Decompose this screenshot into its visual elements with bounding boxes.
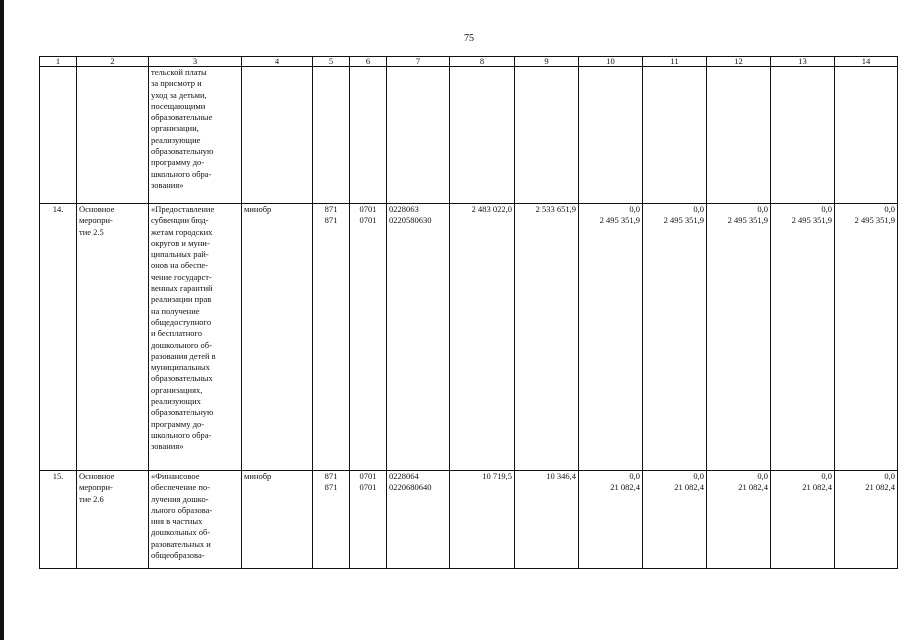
text-line: образовательных [151,373,213,384]
text-line: Основное [79,471,115,481]
cell-col14 [835,471,898,569]
cell-index: 15. [40,471,77,569]
text-line: Основное [79,204,115,214]
value-line: 0228063 [389,204,419,214]
text-line: школьного обра- [151,168,212,179]
cell-description [149,471,242,569]
text-line: реализующих [151,396,201,407]
value-line: 2 495 351,9 [791,215,832,226]
text-line: и бесплатного [151,328,203,339]
cell-index [40,67,77,204]
cell-col9 [515,67,579,204]
value-line: 10 719,5 [482,471,512,481]
value-line: 2 495 351,9 [854,215,895,226]
value-line: 0,0 [884,471,895,481]
cell-col12 [707,204,771,471]
text-line: посещающими [151,100,206,111]
column-header: 13 [771,57,835,67]
text-line: на получение [151,305,200,316]
text-line: тельской платы [151,67,207,77]
text-line: ния в частных [151,516,203,527]
value-line: 0,0 [884,204,895,214]
text-line: реализующие [151,134,201,145]
cell-col6 [350,471,387,569]
cell-col10 [579,204,643,471]
text-line: дошкольного об- [151,339,212,350]
text-line: общедоступного [151,316,212,327]
cell-col7 [387,67,450,204]
cell-col14 [835,204,898,471]
table-row-15 [40,471,898,569]
value-line: 871 [324,204,338,214]
cell-col10 [579,67,643,204]
value-line: 0,0 [821,204,832,214]
value-line: 2 495 351,9 [663,215,704,226]
cell-executor [242,67,313,204]
column-header: 4 [242,57,313,67]
text-line: жетам городских [151,226,213,237]
value-line: 0,0 [821,471,832,481]
value-line: 2 495 351,9 [599,215,640,226]
text-line: чение государст- [151,271,212,282]
value-line: 21 082,4 [865,482,895,493]
cell-col5 [313,67,350,204]
text-line: «Финансовое [151,471,200,481]
cell-col8 [450,204,515,471]
value-line: 0,0 [693,204,704,214]
text-line: субвенции бюд- [151,215,209,226]
cell-col7 [387,204,450,471]
value-line: 21 082,4 [802,482,832,493]
value-line: 871 [324,471,338,481]
value-line: 2 533 651,9 [535,204,576,214]
column-header: 1 [40,57,77,67]
cell-col14 [835,67,898,204]
cell-name [77,204,149,471]
cell-col12 [707,471,771,569]
text-line: дошкольных об- [151,527,211,538]
value-line: 0,0 [693,471,704,481]
value-line: 0220580630 [389,215,432,226]
table-row-continuation [40,67,898,204]
cell-col13 [771,204,835,471]
cell-col9 [515,204,579,471]
value-line: 0,0 [629,204,640,214]
value-line: 21 082,4 [674,482,704,493]
value-line: 871 [324,215,338,226]
column-number-row [40,57,898,67]
column-header: 12 [707,57,771,67]
cell-col7 [387,471,450,569]
cell-description [149,204,242,471]
value-line: 0701 [359,471,377,481]
cell-col12 [707,67,771,204]
page-left-border [0,0,4,640]
text-line: «Предоставление [151,204,215,214]
text-line: программу до- [151,418,205,429]
column-header: 6 [350,57,387,67]
column-header: 8 [450,57,515,67]
text-line: лучения дошко- [151,493,209,504]
text-line: разования детей в [151,350,216,361]
cell-col9 [515,471,579,569]
text-line: образовательную [151,146,214,157]
value-line: 2 495 351,9 [727,215,768,226]
cell-col13 [771,67,835,204]
text-line: муниципальных [151,362,210,373]
cell-col8 [450,67,515,204]
column-header: 10 [579,57,643,67]
value-line: 10 346,4 [546,471,576,481]
cell-name [77,471,149,569]
value-line: 0,0 [629,471,640,481]
value-line: 871 [324,482,338,493]
text-line: округов и муни- [151,237,210,248]
text-line: образовательные [151,112,213,123]
text-line: за присмотр и [151,78,202,89]
text-line: программу до- [151,157,205,168]
cell-col10 [579,471,643,569]
text-line: организациях, [151,384,203,395]
column-header: 2 [77,57,149,67]
text-line: тие 2.5 [79,226,104,237]
text-line: онов на обеспе- [151,260,209,271]
cell-col6 [350,204,387,471]
column-header: 3 [149,57,242,67]
page-number: 75 [464,33,474,44]
text-line: разовательных и [151,538,211,549]
cell-description [149,67,242,204]
table-row-14 [40,204,898,471]
text-line: реализации прав [151,294,212,305]
text-line: уход за детьми, [151,89,207,100]
text-line: общеобразова- [151,550,205,561]
cell-col11 [643,67,707,204]
value-line: 21 082,4 [610,482,640,493]
value-line: 0220680640 [389,482,432,493]
value-line: 2 483 022,0 [471,204,512,214]
value-line: 0228064 [389,471,419,481]
cell-col11 [643,204,707,471]
value-line: 0701 [359,482,377,493]
cell-executor: минобр [242,204,313,471]
cell-col8 [450,471,515,569]
value-line: 0,0 [757,204,768,214]
value-line: 0701 [359,204,377,214]
text-line: венных гарантий [151,283,213,294]
cell-col6 [350,67,387,204]
cell-executor: минобр [242,471,313,569]
text-line: ципальных рай- [151,249,209,260]
column-header: 7 [387,57,450,67]
text-line: льного образова- [151,504,213,515]
cell-col5 [313,471,350,569]
cell-col5 [313,204,350,471]
text-line: меропри- [79,482,113,493]
cell-col11 [643,471,707,569]
text-line: зования» [151,179,184,190]
text-line: меропри- [79,215,113,226]
value-line: 21 082,4 [738,482,768,493]
budget-table [39,56,898,569]
text-line: зования» [151,441,184,452]
value-line: 0,0 [757,471,768,481]
text-line: организации, [151,123,199,134]
column-header: 14 [835,57,898,67]
text-line: образовательную [151,407,214,418]
cell-name [77,67,149,204]
column-header: 11 [643,57,707,67]
cell-index: 14. [40,204,77,471]
column-header: 9 [515,57,579,67]
text-line: школьного обра- [151,429,212,440]
value-line: 0701 [359,215,377,226]
cell-col13 [771,471,835,569]
text-line: обеспечение по- [151,482,211,493]
text-line: тие 2.6 [79,493,104,504]
column-header: 5 [313,57,350,67]
